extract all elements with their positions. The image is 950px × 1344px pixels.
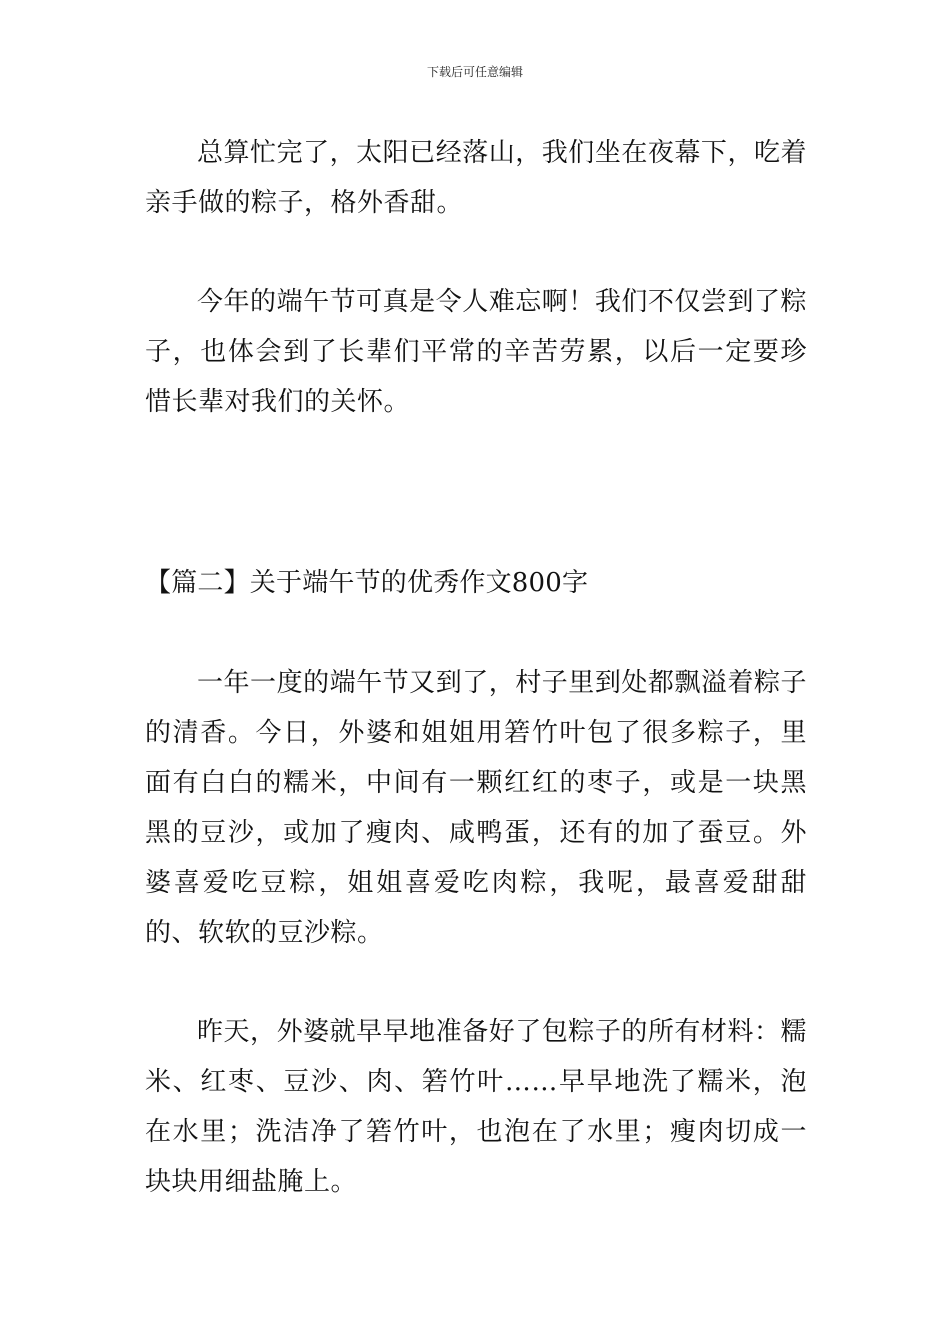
section-spacer bbox=[145, 427, 807, 558]
paragraph-2: 今年的端午节可真是令人难忘啊！我们不仅尝到了粽子，也体会到了长辈们平常的辛苦劳累，以后一定要珍惜长辈对我们的关怀。 bbox=[145, 287, 807, 417]
section-paragraph-1: 一年一度的端午节又到了，村子里到处都飘溢着粽子的清香。今日，外婆和姐姐用箬竹叶包了很多粽子，里面有白白的糯米，中间有一颗红红的枣子，或是一块黑黑的豆沙，或加了瘦肉、咸鸭蛋，还有的加了蚕豆。外婆喜爱吃豆粽，姐姐喜爱吃肉粽，我呢，最喜爱甜甜的、软软的豆沙粽。 bbox=[145, 668, 807, 948]
page-header: 下载后可任意编辑 bbox=[426, 65, 523, 79]
section-heading: 【篇二】关于端午节的优秀作文800字 bbox=[145, 568, 589, 598]
paragraph-spacer bbox=[145, 228, 807, 277]
document-body bbox=[145, 128, 807, 1207]
heading-spacer bbox=[145, 608, 807, 658]
paragraph-1: 总算忙完了，太阳已经落山，我们坐在夜幕下，吃着亲手做的粽子，格外香甜。 bbox=[145, 138, 807, 218]
section-paragraph-2: 昨天，外婆就早早地准备好了包粽子的所有材料：糯米、红枣、豆沙、肉、箬竹叶……早早地洗了糯米，泡在水里；洗洁净了箬竹叶，也泡在了水里；瘦肉切成一块块用细盐腌上。 bbox=[145, 1017, 807, 1197]
paragraph-spacer bbox=[145, 958, 807, 1007]
